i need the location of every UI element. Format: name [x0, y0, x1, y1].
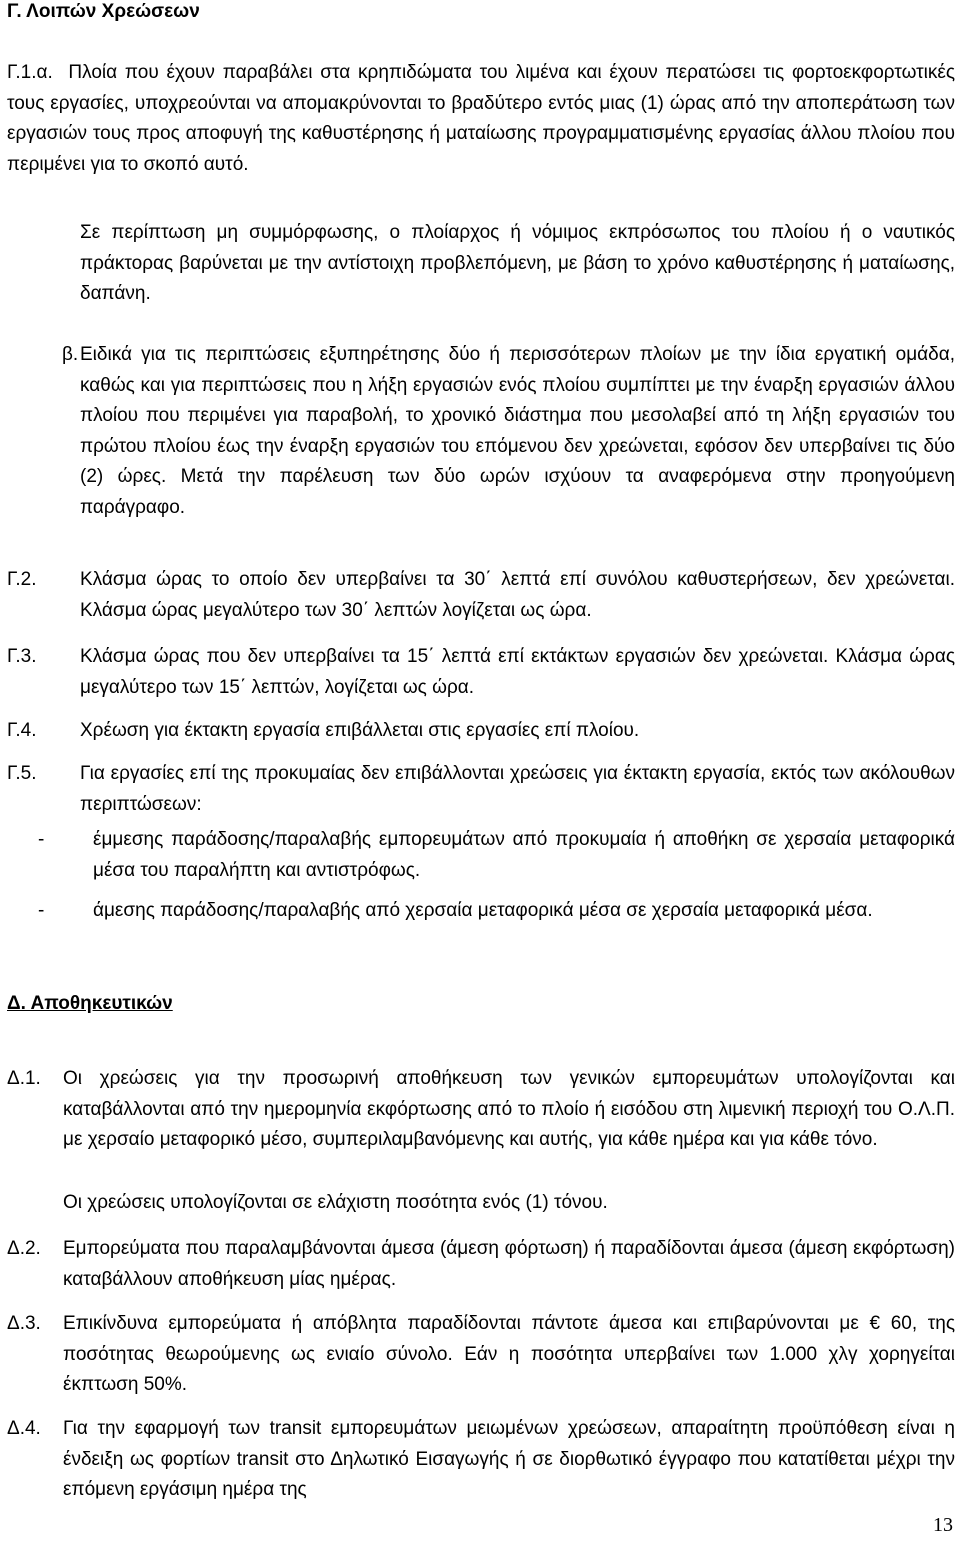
paragraph-label: Δ.4. — [7, 1418, 41, 1439]
paragraph-g1 — [7, 58, 955, 180]
list-item — [38, 825, 955, 886]
paragraph-text — [7, 58, 955, 180]
paragraph-body: Επικίνδυνα εμπορεύματα ή απόβλητα παραδίδονται πάντοτε άμεσα και επιβαρύνονται με € 60, της ποσότητας θεωρούμενης ως ενιαίο σύνολο. Εάν η ποσότητα υπερβαίνει των 1.000 χλγ χορηγείται έκπτωση 50%. — [63, 1313, 955, 1395]
dash-marker: - — [38, 900, 45, 921]
paragraph-g1b — [62, 340, 955, 523]
paragraph-g2 — [7, 565, 955, 626]
paragraph-body: Χρέωση για έκτακτη εργασία επιβάλλεται στις εργασίες επί πλοίου. — [80, 720, 640, 741]
paragraph-body: Κλάσμα ώρας που δεν υπερβαίνει τα 15΄ λεπτά επί εκτάκτων εργασιών δεν χρεώνεται. Κλάσμα ώρας μεγαλύτερο των 15΄ λεπτών, λογίζεται ως ώρα. — [80, 646, 955, 698]
paragraph-d3 — [7, 1309, 955, 1401]
paragraph-body: Για εργασίες επί της προκυμαίας δεν επιβάλλονται χρεώσεις για έκτακτη εργασία, εκτός των ακόλουθων περιπτώσεων: — [80, 763, 955, 815]
paragraph-label: Δ.2. — [7, 1238, 41, 1259]
page-number: 13 — [933, 1514, 953, 1536]
list-item-text: άμεσης παράδοσης/παραλαβής από χερσαία μεταφορικά μέσα σε χερσαία μεταφορικά μέσα. — [93, 900, 873, 921]
paragraph-g3 — [7, 642, 955, 703]
paragraph-text: Οι χρεώσεις υπολογίζονται σε ελάχιστη ποσότητα ενός (1) τόνου. — [63, 1192, 608, 1213]
paragraph-body: Κλάσμα ώρας το οποίο δεν υπερβαίνει τα 30΄ λεπτά επί συνόλου καθυστερήσεων, δεν χρεώνεται. Κλάσμα ώρας μεγαλύτερο των 30΄ λεπτών λογίζεται ως ώρα. — [80, 569, 955, 621]
paragraph-g1-note — [80, 218, 955, 310]
list-item-text: έμμεσης παράδοσης/παραλαβής εμπορευμάτων από προκυμαία ή αποθήκη σε χερσαία μεταφορικά μέσα του παραλήπτη και αντιστρόφως. — [93, 829, 955, 881]
paragraph-d1 — [7, 1064, 955, 1156]
paragraph-label: Γ.1.α. — [7, 62, 53, 83]
paragraph-label: Γ.5. — [7, 763, 37, 784]
section-heading: Δ. Αποθηκευτικών — [7, 993, 173, 1014]
paragraph-label: β. — [62, 344, 79, 365]
paragraph-label: Γ.4. — [7, 720, 37, 741]
paragraph-g4 — [7, 716, 955, 747]
paragraph-body: Εμπορεύματα που παραλαμβάνονται άμεσα (άμεση φόρτωση) ή παραδίδονται άμεσα (άμεση εκφόρτωση) καταβάλλουν αποθήκευση μίας ημέρας. — [63, 1238, 955, 1290]
section-heading: Γ. Λοιπών Χρεώσεων — [7, 1, 200, 22]
paragraph-d2 — [7, 1234, 955, 1295]
paragraph-label: Γ.2. — [7, 569, 37, 590]
dash-marker: - — [38, 829, 45, 850]
paragraph-d4 — [7, 1414, 955, 1506]
paragraph-g5 — [7, 759, 955, 820]
paragraph-text: Σε περίπτωση μη συμμόρφωσης, ο πλοίαρχος ή νόμιμος εκπρόσωπος του πλοίου ή ο ναυτικός πράκτορας βαρύνεται με την αντίστοιχη προβλεπόμενη, με βάση το χρόνο καθυστέρησης ή ματαίωσης, δαπάνη. — [80, 222, 955, 304]
paragraph-label: Δ.3. — [7, 1313, 41, 1334]
paragraph-body: Ειδικά για τις περιπτώσεις εξυπηρέτησης δύο ή περισσότερων πλοίων με την ίδια εργατική ομάδα, καθώς και για περιπτώσεις που η λήξη εργασιών ενός πλοίου συμπίπτει με την έναρξη εργασιών άλλου πλοίου που περιμένει για παραβολή, το χρονικό διάστημα που μεσολαβεί από τη λήξη εργασιών του πρώτου πλοίου έως την έναρξη εργασιών του επόμενου δεν χρεώνεται, εφόσον δεν υπερβαίνει τις δύο (2) ώρες. Μετά την παρέλευση των δύο ωρών ισχύουν τα αναφερόμενα στην προηγούμενη παράγραφο. — [80, 344, 955, 518]
bullet-list — [38, 825, 955, 927]
paragraph-body: Για την εφαρμογή των transit εμπορευμάτων μειωμένων χρεώσεων, απαραίτητη προϋπόθεση είναι η ένδειξη ως φορτίων transit στο Δηλωτικό Εισαγωγής ή σε διορθωτικό έγγραφο που κατατίθεται μέχρι την επόμενη εργάσιμη ημέρα της — [63, 1418, 955, 1500]
list-item — [38, 896, 955, 927]
paragraph-label: Δ.1. — [7, 1068, 41, 1089]
paragraph-body: Πλοία που έχουν παραβάλει στα κρηπιδώματα του λιμένα και έχουν περατώσει τις φορτοεκφορτωτικές τους εργασίες, υποχρεούνται να απομακρύνονται το βραδύτερο εντός μιας (1) ώρας από την αποπεράτωση των εργασιών τους προς αποφυγή της καθυστέρησης ή ματαίωσης προγραμματισμένης εργασίας άλλου πλοίου που περιμένει για το σκοπό αυτό. — [7, 62, 955, 175]
paragraph-d1-note — [63, 1188, 955, 1219]
paragraph-label: Γ.3. — [7, 646, 37, 667]
paragraph-body: Οι χρεώσεις για την προσωρινή αποθήκευση των γενικών εμπορευμάτων υπολογίζονται και καταβάλλονται από την ημερομηνία εκφόρτωσης από το πλοίο ή εισόδου στη λιμενική περιοχή του Ο.Λ.Π. με χερσαίο μεταφορικό μέσο, συμπεριλαμβανόμενης και αυτής, για κάθε ημέρα και για κάθε τόνο. — [63, 1068, 955, 1150]
